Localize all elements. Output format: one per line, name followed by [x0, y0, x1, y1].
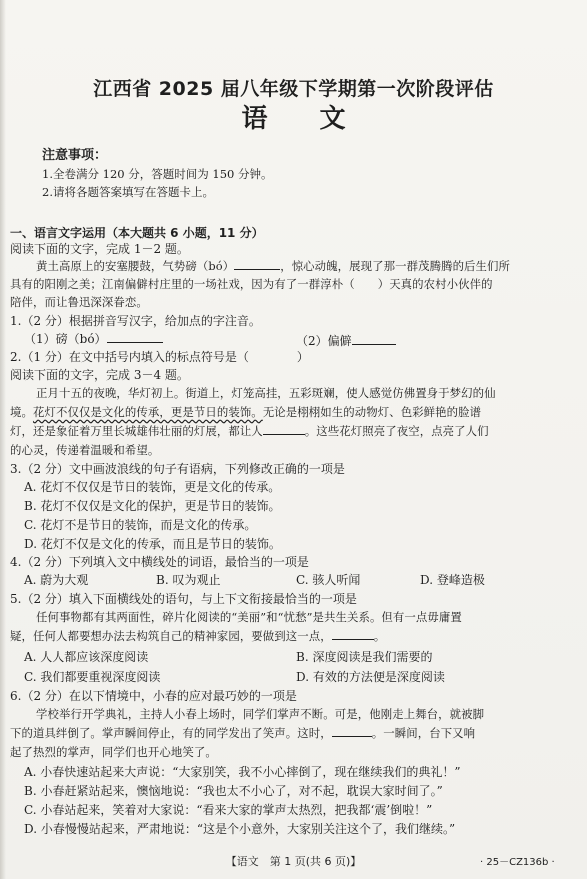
passage2-line-4: 的心灵，传递着温暖和希望。	[10, 443, 160, 457]
q3-option-d: D. 花灯不仅是文化的传承，而且是节日的装饰。	[24, 537, 281, 551]
q5-stem: 5.（2 分）填入下面横线处的语句，与上下文衔接最恰当的一项是	[10, 592, 357, 606]
q4-option-a: A. 蔚为大观	[24, 573, 89, 587]
q1-part-b	[296, 332, 396, 349]
q4-option-c: C. 骇人听闻	[296, 573, 361, 587]
q5-context-line-2b: 。	[373, 629, 386, 643]
answer-blank	[107, 331, 163, 343]
q6-stem: 6.（2 分）在以下情境中，小春的应对最巧妙的一项是	[10, 689, 297, 703]
q6-context-line-2	[10, 725, 475, 741]
subject-char-2: 文	[319, 104, 346, 134]
answer-blank	[234, 258, 280, 270]
wavy-underlined-sentence: 花灯不仅仅是文化的传承，更是节日的装饰。	[32, 405, 263, 419]
q6-context-line-2a: 下的道具绊倒了。掌声瞬间停止，有的同学发出了笑声。这时，	[10, 726, 332, 740]
passage1-line-1a: 黄土高原上的安塞腰鼓，气势磅（bó）	[36, 259, 235, 273]
answer-blank	[263, 423, 305, 435]
q5-context-line-2	[10, 628, 385, 644]
passage1-line-3: 陪伴，而让鲁迅深深眷恋。	[10, 295, 148, 309]
q5-option-d: D. 有效的方法便是深度阅读	[296, 670, 445, 684]
q1-part-b-label: （2）偏僻	[296, 334, 352, 348]
q4-option-d: D. 登峰造极	[420, 573, 485, 587]
exam-title: 江西省 2025 届八年级下学期第一次阶段评估	[93, 78, 494, 100]
page-footer-label: 【语文 第 1 页(共 6 页)】	[225, 855, 362, 868]
q5-option-a: A. 人人都应该深度阅读	[24, 650, 149, 664]
passage2-line-2	[10, 404, 481, 420]
q1-part-a	[24, 330, 163, 347]
section-heading: 一、语言文字运用（本大题共 6 小题，11 分）	[10, 226, 264, 240]
q4-stem: 4.（2 分）下列填入文中横线处的词语，最恰当的一项是	[10, 555, 309, 569]
q6-option-b: B. 小春赶紧站起来，懊恼地说：“我也太不小心了，对不起，耽误大家时间了。”	[24, 784, 443, 798]
reading-intro-1-2: 阅读下面的文字，完成 1－2 题。	[10, 242, 189, 256]
answer-blank	[332, 628, 374, 640]
passage2-line-3a: 灯，还是象征着万里长城雄伟壮丽的灯展，都让人	[10, 424, 263, 438]
passage2-line-1: 正月十五的夜晚，华灯初上。街道上，灯笼高挂，五彩斑斓，使人感觉仿佛置身于梦幻的仙	[36, 386, 496, 400]
q5-option-c: C. 我们都要重视深度阅读	[24, 670, 161, 684]
q3-option-c: C. 花灯不是节日的装饰，而是文化的传承。	[24, 518, 257, 532]
q6-context-line-2b: 。一瞬间，台下又响	[371, 726, 476, 740]
q5-context-line-1: 任何事物都有其两面性，碎片化阅读的“美丽”和“忧愁”是共生关系。但有一点毋庸置	[36, 610, 462, 624]
q4-option-b: B. 叹为观止	[156, 573, 221, 587]
reading-intro-3-4: 阅读下面的文字，完成 3－4 题。	[10, 368, 189, 382]
q6-context-line-1: 学校举行开学典礼，主持人小春上场时，同学们掌声不断。可是，他刚走上舞台，就被脚	[36, 707, 485, 721]
q3-option-b: B. 花灯不仅仅是文化的保护，更是节日的装饰。	[24, 499, 281, 513]
q5-option-b: B. 深度阅读是我们需要的	[296, 650, 433, 664]
passage2-line-3b: 。这些花灯照亮了夜空，点亮了人们	[304, 424, 489, 438]
passage2-line-3	[10, 423, 489, 439]
answer-blank	[352, 333, 396, 345]
notice-heading: 注意事项：	[42, 148, 108, 163]
notice-item-2: 2.请将各题答案填写在答题卡上。	[42, 185, 214, 199]
q3-option-a: A. 花灯不仅仅是节日的装饰，更是文化的传承。	[24, 480, 281, 494]
q2-stem: 2.（1 分）在文中括号内填入的标点符号是（ ）	[10, 350, 309, 364]
q6-option-c: C. 小春站起来，笑着对大家说：“看来大家的掌声太热烈，把我都‘震’倒啦！”	[24, 803, 433, 817]
subject-title	[0, 98, 587, 135]
q1-part-a-label: （1）磅（bó）	[24, 332, 107, 346]
passage2-line-2a: 境。	[10, 405, 33, 419]
notice-item-1: 1.全卷满分 120 分，答题时间为 150 分钟。	[42, 167, 273, 181]
passage1-line-2: 具有的阳刚之美；江南偏僻村庄里的一场社戏，因为有了一群淳朴（ ）天真的农村小伙伴的	[10, 277, 493, 291]
exam-code: · 25－CZ136b ·	[480, 857, 555, 868]
answer-blank	[332, 725, 372, 737]
q1-stem: 1.（2 分）根据拼音写汉字，给加点的字注音。	[10, 314, 261, 328]
passage1-line-1b: ，惊心动魄，展现了那一群茂腾腾的后生们所	[280, 259, 511, 273]
passage2-line-2c: 无论是栩栩如生的动物灯、色彩鲜艳的脸谱	[262, 405, 482, 419]
q5-context-line-2a: 疑，任何人都要想办法去构筑自己的精神家园，要做到这一点，	[10, 629, 332, 643]
q6-context-line-3: 起了热烈的掌声，同学们也开心地笑了。	[10, 745, 217, 759]
q3-stem: 3.（2 分）文中画波浪线的句子有语病，下列修改正确的一项是	[10, 462, 345, 476]
q6-option-d: D. 小春慢慢站起来，严肃地说：“这是个小意外，大家别关注这个了，我们继续。”	[24, 822, 456, 836]
subject-char-1: 语	[241, 104, 268, 134]
passage1-line-1	[36, 258, 510, 274]
q6-option-a: A. 小春快速站起来大声说：“大家别笑，我不小心摔倒了，现在继续我们的典礼！”	[24, 765, 461, 779]
